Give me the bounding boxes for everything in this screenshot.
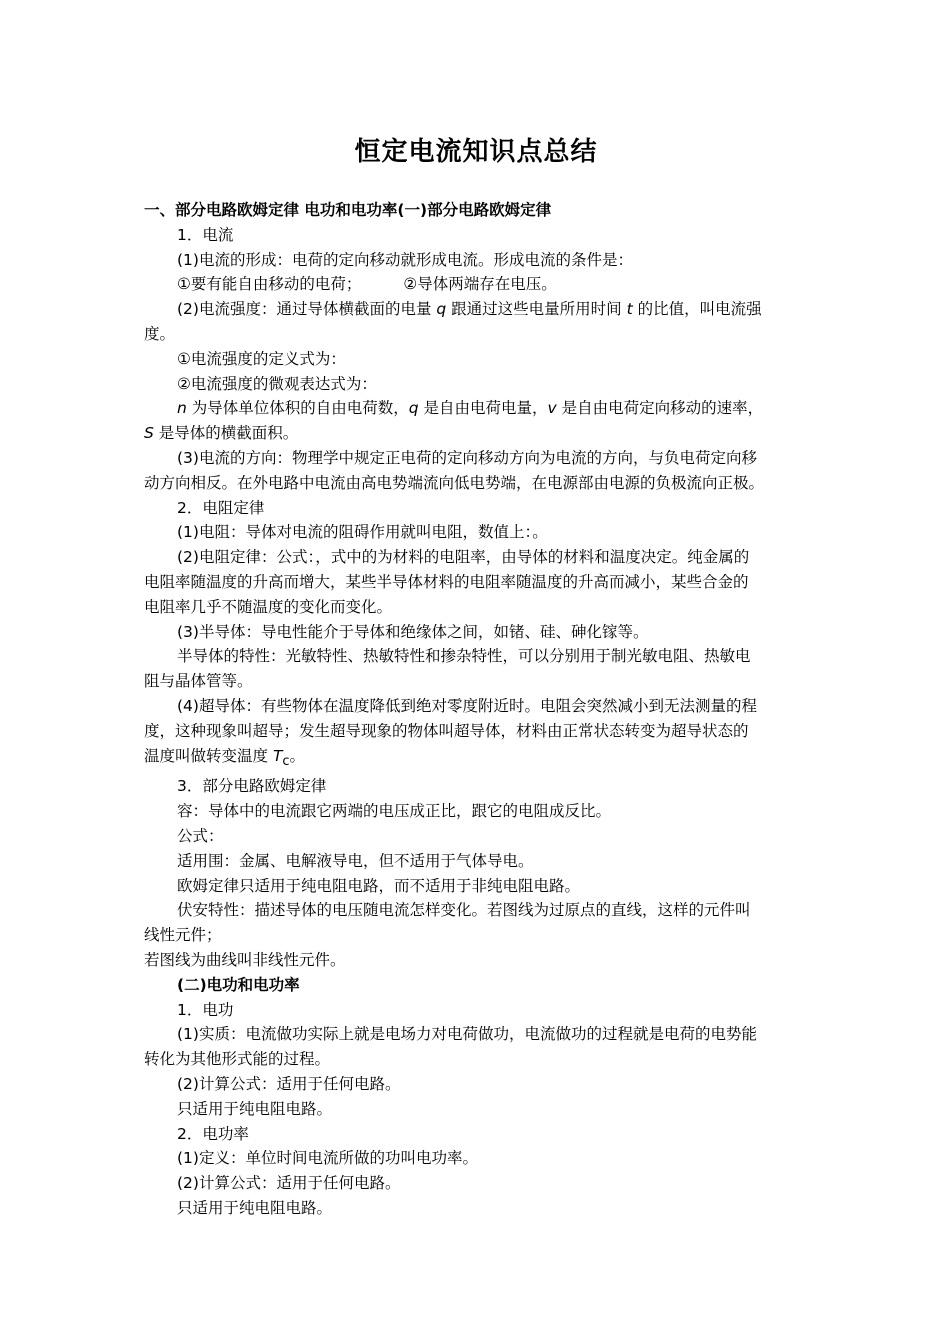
text-line: 度，这种现象叫超导；发生超导现象的物体叫超导体，材料由正常状态转变为超导状态的	[144, 721, 749, 740]
text-run: T	[272, 746, 283, 765]
document-body	[144, 198, 808, 1221]
text-run: 为导体单位体积的自由电荷数，	[186, 399, 409, 418]
text-line	[144, 272, 808, 297]
text-line: 转化为其他形式能的过程。	[144, 1050, 331, 1069]
text-line: (2)计算公式：适用于任何电路。	[177, 1074, 401, 1093]
text-run: 的比值，叫电流强	[632, 300, 762, 319]
text-line: (1)电阻：导体对电流的阻碍作用就叫电阻，数值上：。	[177, 523, 548, 542]
text-line: 阻与晶体管等。	[144, 672, 253, 691]
text-line: ②电流强度的微观表达式为：	[177, 374, 377, 393]
text-line: (2)电阻定律：公式：，式中的为材料的电阻率，由导体的材料和温度决定。纯金属的	[177, 548, 750, 567]
text-line: (4)超导体：有些物体在温度降低到绝对零度附近时。电阻会突然减小到无法测量的程	[177, 696, 757, 715]
text-run: 是自由电荷定向移动的速率，	[556, 399, 764, 418]
text-line: 适用围：金属、电解液导电，但不适用于气体导电。	[177, 851, 534, 870]
text-line	[144, 744, 808, 775]
text-line: 容：导体中的电流跟它两端的电压成正比，跟它的电阻成反比。	[177, 802, 612, 821]
text-line: 一、部分电路欧姆定律 电功和电功率(一)部分电路欧姆定律	[144, 201, 552, 219]
text-line: (2)计算公式：适用于任何电路。	[177, 1174, 401, 1193]
text-line	[144, 421, 808, 446]
text-line: 度。	[144, 324, 176, 343]
text-line: 电阻率几乎不随温度的变化而变化。	[144, 597, 393, 616]
text-line: (1)电流的形成：电荷的定向移动就形成电流。形成电流的条件是：	[177, 250, 633, 269]
text-line: (二)电功和电功率	[177, 975, 300, 994]
text-line: 动方向相反。在外电路中电流由高电势端流向低电势端，在电源部由电源的负极流向正极。	[144, 473, 765, 492]
text-run: q	[408, 399, 419, 418]
text-line: 线性元件；	[144, 926, 222, 945]
text-run: (2)电流强度：通过导体横截面的电量	[177, 300, 437, 319]
text-run: v	[547, 399, 557, 418]
text-line: 2．电功率	[177, 1124, 249, 1143]
text-run: S	[144, 424, 154, 443]
text-run: 是自由电荷电量，	[418, 399, 548, 418]
text-line: 2．电阻定律	[177, 498, 265, 517]
text-run: t	[626, 300, 633, 319]
text-line: (1)定义：单位时间电流所做的功叫电功率。	[177, 1149, 478, 1168]
text-run: ①要有能自由移动的电荷；	[177, 275, 362, 294]
text-run: 跟通过这些电量所用时间	[446, 300, 627, 319]
page-title: 恒定电流知识点总结	[354, 137, 598, 167]
text-line: 1．电功	[177, 1000, 234, 1019]
text-line: (3)电流的方向：物理学中规定正电荷的定向移动方向为电流的方向，与负电荷定向移	[177, 448, 757, 467]
text-run: q	[436, 300, 447, 319]
text-line: 若图线为曲线叫非线性元件。	[144, 951, 346, 969]
text-line: 只适用于纯电阻电路。	[177, 1099, 333, 1118]
text-line: 1．电流	[177, 225, 234, 244]
text-line: 只适用于纯电阻电路。	[177, 1198, 333, 1217]
text-line: (3)半导体：导电性能介于导体和绝缘体之间，如锗、硅、砷化镓等。	[177, 622, 649, 641]
text-line: 公式：	[177, 827, 224, 846]
text-line: ①电流强度的定义式为：	[177, 349, 346, 368]
text-line: 半导体的特性：光敏特性、热敏特性和掺杂特性，可以分别用于制光敏电阻、热敏电	[177, 647, 751, 666]
text-run: n	[177, 399, 187, 418]
text-line: 欧姆定律只适用于纯电阻电路，而不适用于非纯电阻电路。	[177, 876, 581, 895]
text-run: 温度叫做转变温度	[144, 746, 273, 765]
text-line: 伏安特性：描述导体的电压随电流怎样变化。若图线为过原点的直线，这样的元件叫	[177, 901, 751, 920]
text-line: 3．部分电路欧姆定律	[177, 777, 327, 796]
text-run: ②导体两端存在电压。	[403, 275, 557, 294]
text-line	[144, 396, 808, 421]
text-line	[144, 297, 808, 322]
text-run: c	[282, 753, 290, 769]
text-line: (1)实质：电流做功实际上就是电场力对电荷做功，电流做功的过程就是电荷的电势能	[177, 1025, 757, 1044]
text-run: 是导体的横截面积。	[153, 424, 299, 443]
text-run: 。	[289, 746, 306, 765]
text-line: 电阻率随温度的升高而增大，某些半导体材料的电阻率随温度的升高而减小，某些合金的	[144, 572, 749, 591]
